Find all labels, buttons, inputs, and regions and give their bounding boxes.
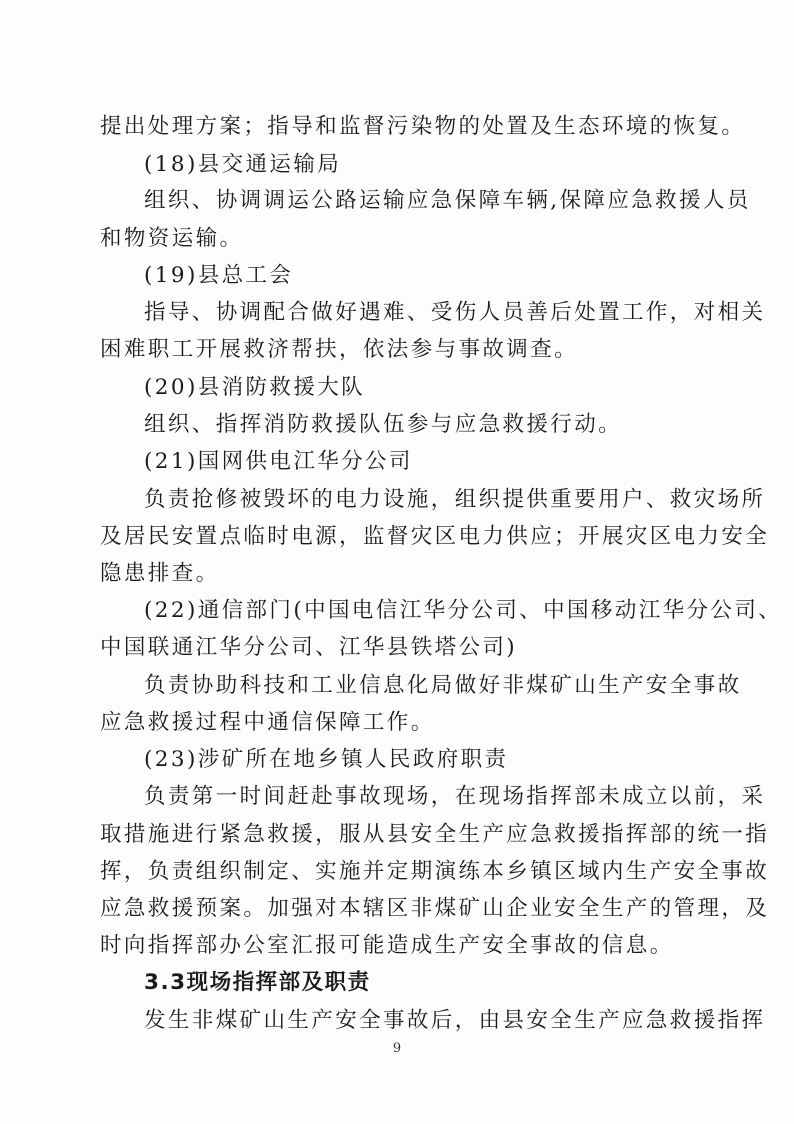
section-heading-19: (19)县总工会: [144, 263, 294, 288]
section-heading-23: (23)涉矿所在地乡镇人民政府职责: [144, 747, 509, 772]
text-line: 和物资运输。: [100, 226, 244, 251]
text-line: 发生非煤矿山生产安全事故后，由县安全生产应急救援指挥: [144, 1008, 766, 1033]
text-line: 中国联通江华分公司、江华县铁塔公司): [100, 635, 518, 660]
page-number: 9: [392, 1041, 402, 1056]
text-line: 指导、协调配合做好遇难、受伤人员善后处置工作，对相关: [144, 300, 766, 325]
section-heading-3-3: 3.3现场指挥部及职责: [144, 970, 371, 995]
text-line: 组织、协调调运公路运输应急保障车辆,保障应急救援人员: [144, 188, 751, 213]
text-line: 困难职工开展救济帮扶，依法参与事故调查。: [100, 337, 579, 362]
text-line: 负责协助科技和工业信息化局做好非煤矿山生产安全事故: [144, 673, 742, 698]
text-line: 提出处理方案；指导和监督污染物的处置及生态环境的恢复。: [100, 114, 746, 139]
text-line: 挥，负责组织制定、实施并定期演练本乡镇区域内生产安全事故: [100, 859, 770, 884]
section-heading-18: (18)县交通运输局: [144, 152, 342, 177]
section-heading-22: (22)通信部门(中国电信江华分公司、中国移动江华分公司、: [144, 598, 783, 623]
text-line: 负责抢修被毁坏的电力设施，组织提供重要用户、救灾场所: [144, 487, 766, 512]
text-line: 应急救援预案。加强对本辖区非煤矿山企业安全生产的管理，及: [100, 896, 770, 921]
text-line: 负责第一时间赶赴事故现场，在现场指挥部未成立以前，采: [144, 784, 766, 809]
text-line: 及居民安置点临时电源，监督灾区电力供应；开展灾区电力安全: [100, 524, 770, 549]
text-line: 隐患排查。: [100, 561, 220, 586]
text-line: 取措施进行紧急救援，服从县安全生产应急救援指挥部的统一指: [100, 822, 770, 847]
section-heading-20: (20)县消防救援大队: [144, 375, 366, 400]
text-line: 时向指挥部办公室汇报可能造成生产安全事故的信息。: [100, 933, 674, 958]
section-heading-21: (21)国网供电江华分公司: [144, 449, 413, 474]
text-line: 组织、指挥消防救援队伍参与应急救援行动。: [144, 412, 623, 437]
text-line: 应急救援过程中通信保障工作。: [100, 710, 435, 735]
